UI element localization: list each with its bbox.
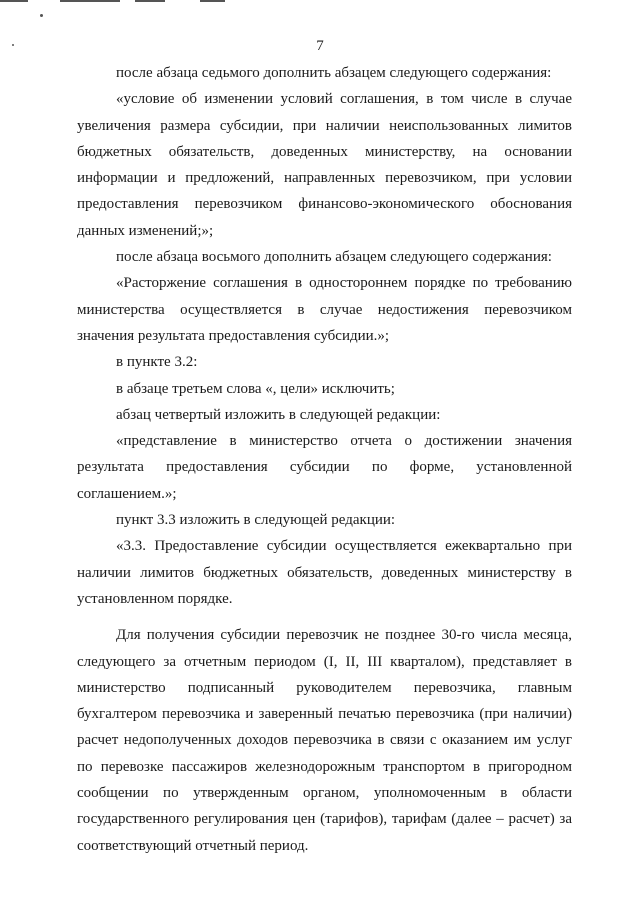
amendment-instruction: пункт 3.3 изложить в следующей редакции: [116, 512, 396, 529]
amendment-quote: «представление в министерство отчета о достижении значения результата предоставления субсидии по форме, установленной соглашением.»; [77, 433, 572, 502]
scan-edge-mark [135, 0, 165, 2]
document-body [77, 60, 572, 859]
amendment-quote-continued: Для получения субсидии перевозчик не позднее 30-го числа месяца, следующего за отчетным периодом (I, II, III кварталом), представляет в министерство подписанный руководителем перевозчика, главным бухгалтером перевозчика и заверенный печатью перевозчика (при наличии) расчет недополученных доходов перевозчика в связи с оказанием им услуг по перевозке пассажиров железнодорожным транспортом в пригородном сообщении по утвержденным органом, уполномоченным в области государственного регулирования цен (тарифов), тарифам (далее – расчет) за соответствующий отчетный период. [77, 627, 572, 854]
amendment-instruction: после абзаца восьмого дополнить абзацем следующего содержания: [116, 249, 552, 266]
scan-speck [40, 14, 43, 17]
amendment-quote: «условие об изменении условий соглашения, в том числе в случае увеличения размера субсидии, при наличии неиспользованных лимитов бюджетных обязательств, доведенных министерству, на основании информации и предложений, направленных перевозчиком, при условии предоставления перевозчиком финансово-экономического обоснования данных изменений;»; [77, 91, 572, 239]
scan-edge-mark [60, 0, 120, 2]
amendment-instruction: после абзаца седьмого дополнить абзацем следующего содержания: [116, 65, 552, 81]
page-number: 7 [316, 38, 324, 54]
scan-edge-mark [0, 0, 28, 2]
amendment-instruction: в пункте 3.2: [116, 354, 198, 371]
amendment-instruction: абзац четвертый изложить в следующей редакции: [116, 406, 441, 423]
amendment-instruction: в абзаце третьем слова «, цели» исключить; [116, 380, 395, 397]
scan-edge-mark [200, 0, 225, 2]
amendment-quote: «3.3. Предоставление субсидии осуществляется ежеквартально при наличии лимитов бюджетных обязательств, доведенных министерству в установленном порядке. [77, 538, 572, 607]
amendment-quote: «Расторжение соглашения в одностороннем порядке по требованию министерства осуществляется в случае недостижения перевозчиком значения результата предоставления субсидии.»; [77, 275, 572, 344]
